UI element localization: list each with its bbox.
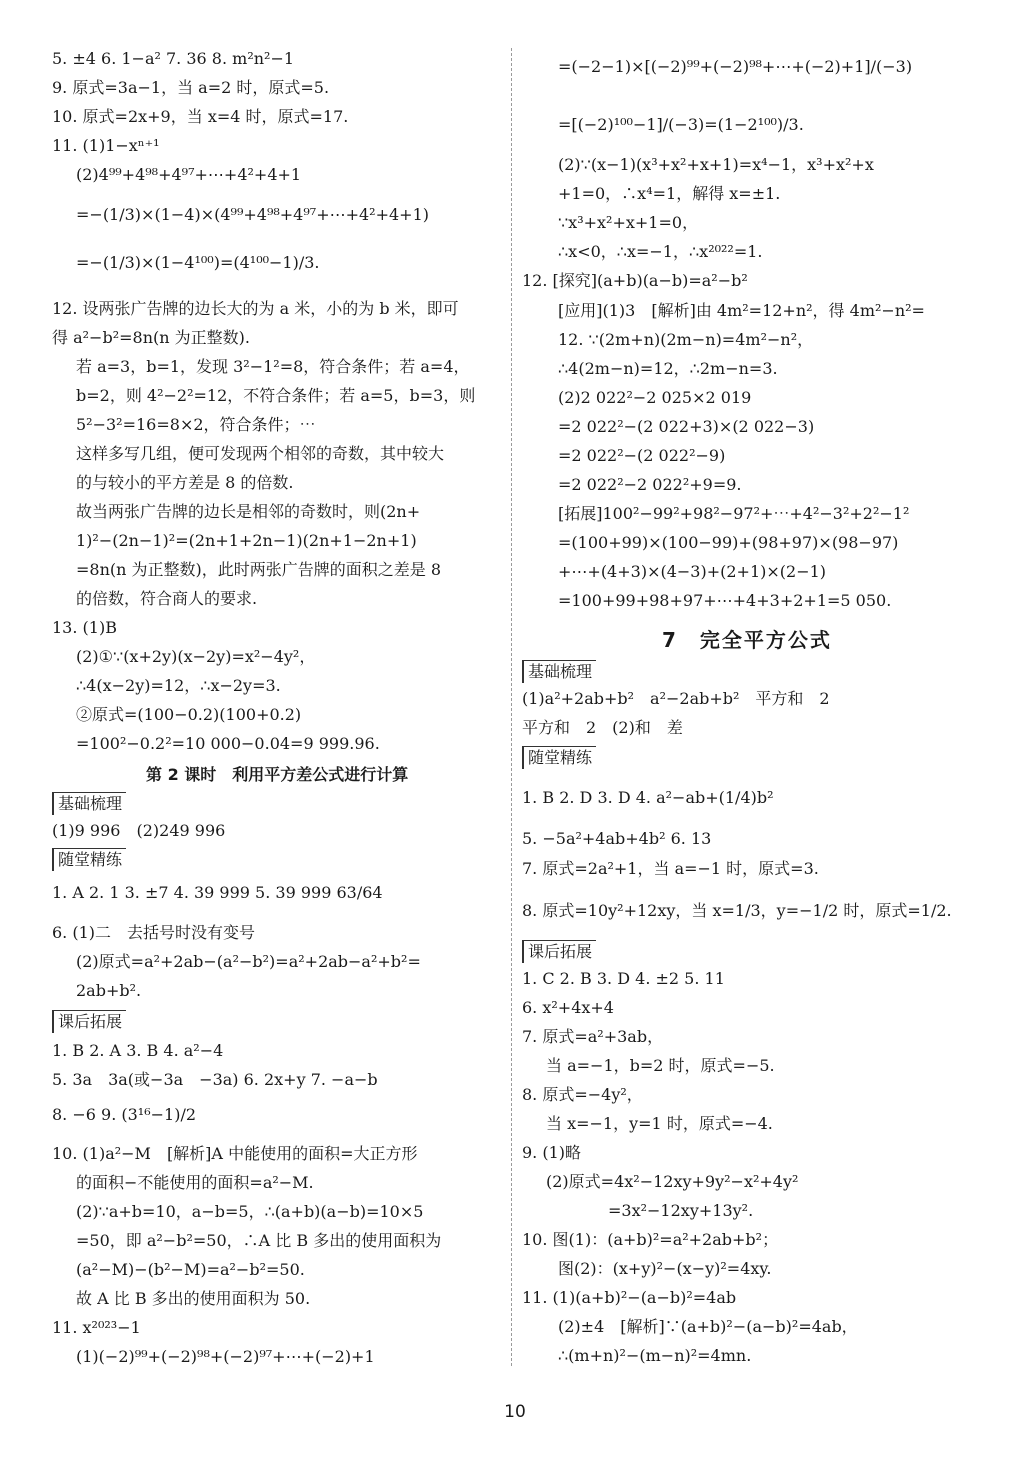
- answer-line: 2ab+b².: [76, 981, 142, 1000]
- answer-line: ②原式=(100−0.2)(100+0.2): [76, 705, 302, 724]
- answer-line: (2)∵(x−1)(x³+x²+x+1)=x⁴−1，x³+x²+x: [558, 155, 874, 174]
- answer-line: 的倍数，符合商人的要求.: [76, 589, 258, 608]
- answer-line: =−(1/3)×(1−4)×(4⁹⁹+4⁹⁸+4⁹⁷+⋯+4²+4+1): [76, 205, 430, 224]
- answer-line: (2)4⁹⁹+4⁹⁸+4⁹⁷+⋯+4²+4+1: [76, 165, 302, 184]
- answer-line: 11. x²⁰²³−1: [52, 1318, 141, 1337]
- section-label: 随堂精练: [522, 746, 596, 769]
- answer-line: =2 022²−(2 022²−9): [558, 446, 726, 465]
- answer-line: (2)∵a+b=10，a−b=5，∴(a+b)(a−b)=10×5: [76, 1202, 424, 1221]
- answer-line: =(100+99)×(100−99)+(98+97)×(98−97): [558, 533, 899, 552]
- answer-line: +1=0，∴x⁴=1，解得 x=±1.: [558, 184, 781, 203]
- answer-line: =2 022²−(2 022+3)×(2 022−3): [558, 417, 815, 436]
- answer-line: 9. (1)略: [522, 1143, 582, 1162]
- answer-line: (2)2 022²−2 025×2 019: [558, 388, 752, 407]
- answer-line: 1. A 2. 1 3. ±7 4. 39 999 5. 39 999 63/64: [52, 883, 383, 902]
- answer-line: 8. −6 9. (3¹⁶−1)/2: [52, 1105, 197, 1124]
- answer-line: 这样多写几组，便可发现两个相邻的奇数，其中较大: [76, 444, 445, 463]
- answer-line: (1)a²+2ab+b² a²−2ab+b² 平方和 2: [522, 689, 830, 708]
- answer-line: 1. C 2. B 3. D 4. ±2 5. 11: [522, 969, 725, 988]
- answer-line: [应用](1)3 [解析]由 4m²=12+n²，得 4m²−n²=: [558, 301, 925, 320]
- answer-line: 故 A 比 B 多出的使用面积为 50.: [76, 1289, 311, 1308]
- answer-line: 10. 图(1)：(a+b)²=a²+2ab+b²；: [522, 1230, 779, 1249]
- answer-line: +⋯+(4+3)×(4−3)+(2+1)×(2−1): [558, 562, 827, 581]
- answer-line: =3x²−12xy+13y².: [608, 1201, 754, 1220]
- answer-line: (1)(−2)⁹⁹+(−2)⁹⁸+(−2)⁹⁷+⋯+(−2)+1: [76, 1347, 375, 1366]
- answer-line: =2 022²−2 022²+9=9.: [558, 475, 742, 494]
- answer-line: 11. (1)(a+b)²−(a−b)²=4ab: [522, 1288, 737, 1307]
- answer-line: 5. −5a²+4ab+4b² 6. 13: [522, 829, 712, 848]
- answer-line: b=2，则 4²−2²=12，不符合条件；若 a=5，b=3，则: [76, 386, 476, 405]
- answer-line: 5²−3²=16=8×2，符合条件；⋯: [76, 415, 316, 434]
- answer-line: 6. (1)二 去括号时没有变号: [52, 923, 256, 942]
- section-label: 基础梳理: [52, 792, 126, 815]
- section-label: 课后拓展: [522, 940, 596, 963]
- answer-line: ∴x<0，∴x=−1，∴x²⁰²²=1.: [558, 242, 763, 261]
- answer-line: ∵x³+x²+x+1=0，: [558, 213, 699, 232]
- answer-line: 得 a²−b²=8n(n 为正整数).: [52, 328, 250, 347]
- answer-line: 7. 原式=a²+3ab，: [522, 1027, 664, 1046]
- answer-line: 11. (1)1−xⁿ⁺¹: [52, 136, 160, 155]
- answer-line: 1. B 2. D 3. D 4. a²−ab+(1/4)b²: [522, 788, 774, 807]
- answer-line: 5. ±4 6. 1−a² 7. 36 8. m²n²−1: [52, 49, 295, 68]
- answer-line: 1)²−(2n−1)²=(2n+1+2n−1)(2n+1−2n+1): [76, 531, 417, 550]
- answer-line: =100²−0.2²=10 000−0.04=9 999.96.: [76, 734, 380, 753]
- answer-line: (2)原式=4x²−12xy+9y²−x²+4y²: [546, 1172, 799, 1191]
- answer-line: =−(1/3)×(1−4¹⁰⁰)=(4¹⁰⁰−1)/3.: [76, 253, 320, 272]
- answer-line: =50，即 a²−b²=50，∴A 比 B 多出的使用面积为: [76, 1231, 442, 1250]
- page-number: 10: [504, 1402, 526, 1422]
- answer-line: 平方和 2 (2)和 差: [522, 718, 683, 737]
- answer-line: 的面积−不能使用的面积=a²−M.: [76, 1173, 314, 1192]
- answer-line: 当 a=−1，b=2 时，原式=−5.: [546, 1056, 775, 1075]
- answer-line: =8n(n 为正整数)，此时两张广告牌的面积之差是 8: [76, 560, 442, 579]
- answer-line: (a²−M)−(b²−M)=a²−b²=50.: [76, 1260, 305, 1279]
- section-label: 课后拓展: [52, 1010, 126, 1033]
- answer-line: =[(−2)¹⁰⁰−1]/(−3)=(1−2¹⁰⁰)/3.: [558, 115, 804, 134]
- answer-line: (2)原式=a²+2ab−(a²−b²)=a²+2ab−a²+b²=: [76, 952, 421, 971]
- answer-line: 8. 原式=−4y²，: [522, 1085, 643, 1104]
- answer-line: 13. (1)B: [52, 618, 117, 637]
- answer-line: 当 x=−1，y=1 时，原式=−4.: [546, 1114, 773, 1133]
- answer-line: 9. 原式=3a−1，当 a=2 时，原式=5.: [52, 78, 330, 97]
- answer-line: 1. B 2. A 3. B 4. a²−4: [52, 1041, 224, 1060]
- answer-line: (2)①∵(x+2y)(x−2y)=x²−4y²，: [76, 647, 316, 666]
- section-label: 基础梳理: [522, 660, 596, 683]
- answer-line: ∴(m+n)²−(m−n)²=4mn.: [558, 1346, 752, 1365]
- column-divider: [511, 48, 512, 1366]
- answer-line: ∴4(2m−n)=12，∴2m−n=3.: [558, 359, 778, 378]
- answer-line: ∴4(x−2y)=12，∴x−2y=3.: [76, 676, 281, 695]
- answer-line: 若 a=3，b=1，发现 3²−1²=8，符合条件；若 a=4，: [76, 357, 470, 376]
- chapter-heading: 7 完全平方公式: [662, 628, 832, 652]
- answer-line: 图(2)：(x+y)²−(x−y)²=4xy.: [558, 1259, 772, 1278]
- answer-line: 故当两张广告牌的边长是相邻的奇数时，则(2n+: [76, 502, 421, 521]
- answer-line: 10. 原式=2x+9，当 x=4 时，原式=17.: [52, 107, 349, 126]
- answer-line: (2)±4 [解析]∵(a+b)²−(a−b)²=4ab，: [558, 1317, 858, 1336]
- answer-line: (1)9 996 (2)249 996: [52, 821, 226, 840]
- answer-line: 5. 3a 3a(或−3a −3a) 6. 2x+y 7. −a−b: [52, 1070, 378, 1089]
- answer-line: 7. 原式=2a²+1，当 a=−1 时，原式=3.: [522, 859, 819, 878]
- answer-line: =100+99+98+97+⋯+4+3+2+1=5 050.: [558, 591, 892, 610]
- answer-line: =(−2−1)×[(−2)⁹⁹+(−2)⁹⁸+⋯+(−2)+1]/(−3): [558, 57, 913, 76]
- answer-line: 8. 原式=10y²+12xy，当 x=1/3，y=−1/2 时，原式=1/2.: [522, 901, 952, 920]
- section-label: 随堂精练: [52, 848, 126, 871]
- answer-line: 12. 设两张广告牌的边长大的为 a 米，小的为 b 米，即可: [52, 299, 459, 318]
- answer-line: 12. ∵(2m+n)(2m−n)=4m²−n²，: [558, 330, 814, 349]
- answer-line: [拓展]100²−99²+98²−97²+⋯+4²−3²+2²−1²: [558, 504, 910, 523]
- answer-line: 10. (1)a²−M [解析]A 中能使用的面积=大正方形: [52, 1144, 418, 1163]
- answer-line: 的与较小的平方差是 8 的倍数.: [76, 473, 294, 492]
- lesson-heading: 第 2 课时 利用平方差公式进行计算: [146, 765, 409, 784]
- answer-line: 12. [探究](a+b)(a−b)=a²−b²: [522, 271, 748, 290]
- answer-line: 6. x²+4x+4: [522, 998, 614, 1017]
